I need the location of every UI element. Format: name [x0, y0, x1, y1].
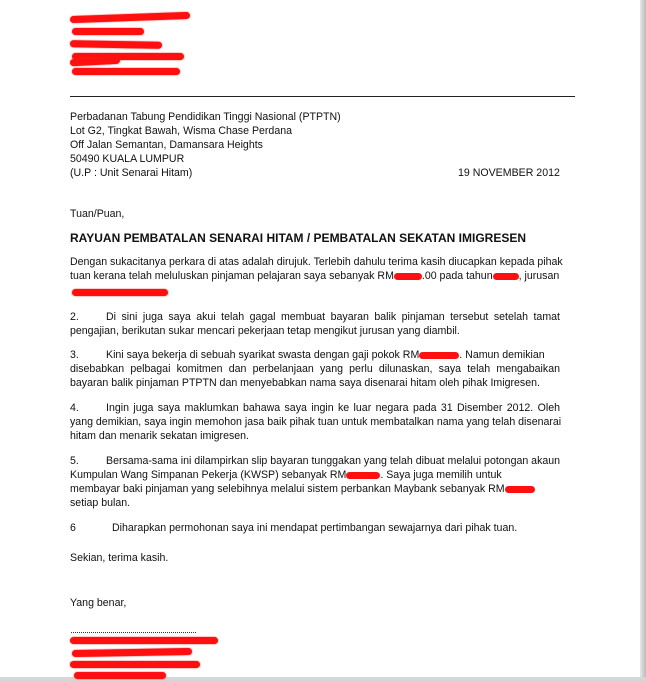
redaction-mark: [419, 352, 459, 359]
paragraph-5-line: 5. Bersama-sama ini dilampirkan slip bayaran tunggakan yang telah dibuat melalui potongan akaun: [70, 455, 561, 467]
redaction-mark: [72, 648, 192, 657]
redaction-mark: [70, 12, 190, 23]
paragraph-3-line: disebabkan pelbagai komitmen dan perbelanjaan yang perlu dilunaskan, saya telah mengabaikan: [70, 363, 560, 375]
recipient-line: (U.P : Unit Senarai Hitam): [70, 167, 193, 179]
redaction-mark: [72, 28, 144, 35]
paragraph-4-line: yang demikian, saya ingin memohon jasa baik pihak tuan untuk membatalkan nama yang telah disenarai: [70, 416, 562, 428]
redaction-mark: [70, 40, 162, 49]
redaction-mark: [72, 289, 168, 296]
redaction-mark: [70, 57, 120, 67]
redaction-mark: [70, 661, 200, 668]
letter-date: 19 NOVEMBER 2012: [458, 167, 560, 179]
salutation: Tuan/Puan,: [70, 208, 125, 220]
intro-line: tuan kerana telah meluluskan pinjaman pelajaran saya sebanyak RM .00 pada tahun , jurusan: [70, 270, 560, 282]
page-edge-shadow: [640, 0, 646, 681]
paragraph-5-line: Kumpulan Wang Simpanan Pekerja (KWSP) sebanyak RM . Saya juga memilih untuk: [70, 469, 502, 481]
paragraph-5-line: setiap bulan.: [70, 497, 131, 509]
intro-line: Dengan sukacitanya perkara di atas adalah dirujuk. Terlebih dahulu terima kasih diucapkan kepada pihak: [70, 256, 563, 268]
redaction-mark: [394, 273, 422, 280]
recipient-line: 50490 KUALA LUMPUR: [70, 153, 185, 165]
paragraph-2-line: pengajian, berikutan sukar mencari pekerjaan tetap mengikut jurusan yang diambil.: [70, 325, 460, 337]
paragraph-3-line: bayaran balik pinjaman PTPTN dan menyebabkan nama saya disenarai hitam oleh pihak Imigresen.: [70, 377, 540, 389]
paragraph-2-line: 2. Di sini juga saya akui telah gagal membuat bayaran balik pinjaman tersebut setelah tamat: [70, 311, 560, 323]
redaction-mark: [346, 472, 380, 479]
signature-line: [71, 632, 196, 633]
redaction-mark: [493, 273, 519, 280]
header-divider: [70, 96, 575, 97]
signoff-line: Yang benar,: [70, 597, 127, 609]
recipient-line: Off Jalan Semantan, Damansara Heights: [70, 139, 263, 151]
paragraph-6-line: 6 Diharapkan permohonan saya ini mendapat pertimbangan sewajarnya dari pihak tuan.: [70, 522, 518, 534]
paragraph-4-line: hitam dan menarik sekatan imigresen.: [70, 430, 250, 442]
redaction-mark: [74, 672, 166, 679]
subject-heading: RAYUAN PEMBATALAN SENARAI HITAM / PEMBATALAN SEKATAN IMIGRESEN: [70, 231, 526, 245]
paragraph-5-line: membayar baki pinjaman yang selebihnya melalui sistem perbankan Maybank sebanyak RM: [70, 483, 560, 497]
recipient-line: Lot G2, Tingkat Bawah, Wisma Chase Perdana: [70, 125, 292, 137]
recipient-line: Perbadanan Tabung Pendidikan Tinggi Nasional (PTPTN): [70, 111, 341, 123]
paragraph-4-line: 4. Ingin juga saya maklumkan bahawa saya ingin ke luar negara pada 31 Disember 2012. Oleh: [70, 402, 560, 414]
redaction-mark: [70, 637, 218, 644]
redaction-mark: [505, 486, 535, 493]
paragraph-3-line: 3. Kini saya bekerja di sebuah syarikat swasta dengan gaji pokok RM . Namun demikian: [70, 349, 545, 361]
closing-line: Sekian, terima kasih.: [70, 552, 169, 564]
redaction-mark: [72, 68, 180, 75]
